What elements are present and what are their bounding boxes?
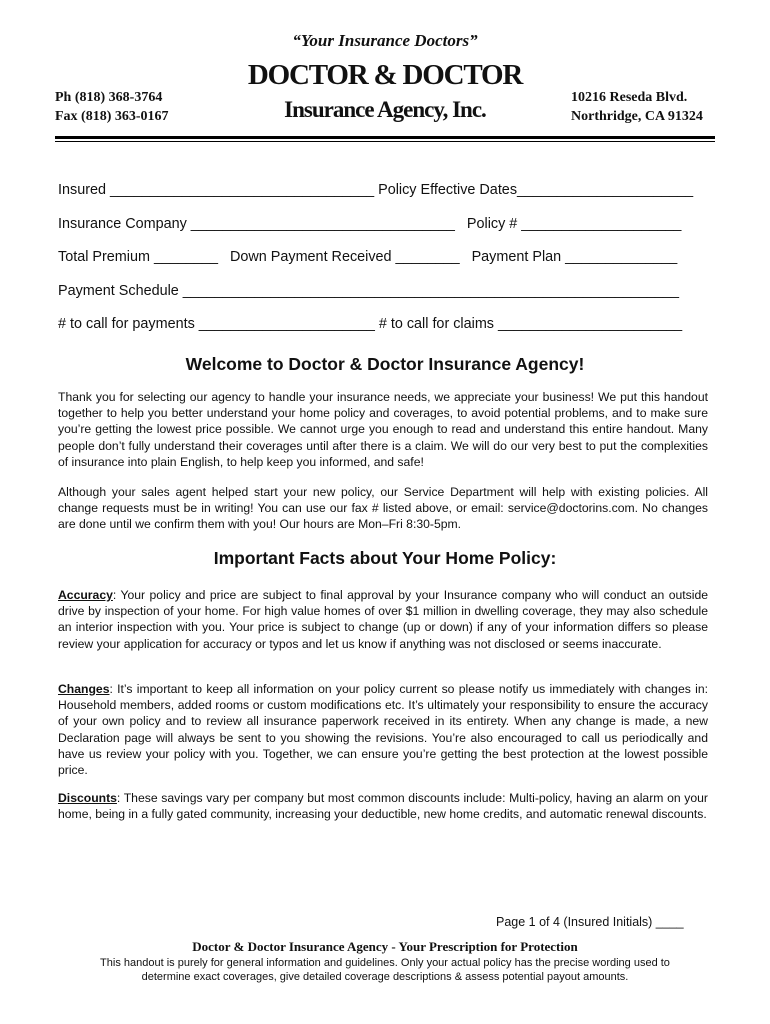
form-line-company[interactable]: Insurance Company _________________________________ Policy # ____________________ — [58, 216, 682, 232]
discounts-label: Discounts — [58, 791, 117, 805]
form-line-premium[interactable]: Total Premium ________ Down Payment Received ________ Payment Plan ______________ — [58, 249, 678, 265]
service-paragraph: Although your sales agent helped start your new policy, our Service Department will help with existing policies. All change requests must be in writing! You can use our fax # listed above, or email: service@doctorins.com. No changes are done until we confirm them with you! Our hours are Mon–Fri 8:30-5pm. — [58, 485, 708, 532]
agency-name: DOCTOR & DOCTOR — [247, 59, 523, 91]
welcome-heading: Welcome to Doctor & Doctor Insurance Agency! — [185, 354, 585, 374]
discounts-text: : These savings vary per company but most common discounts include: Multi-policy, having an alarm on your home, being in a fully gated community, increasing your deductible, new home credits, and automatic renewal discounts. — [58, 791, 708, 822]
form-line-schedule[interactable]: Payment Schedule ______________________________________________________________ — [58, 283, 680, 299]
changes-paragraph — [58, 681, 708, 778]
form-line-phone-numbers[interactable]: # to call for payments ______________________ # to call for claims _______________________ — [58, 316, 683, 332]
agency-subtitle: Insurance Agency, Inc. — [284, 97, 486, 122]
fax-number: Fax (818) 363-0167 — [55, 109, 169, 124]
welcome-paragraph: Thank you for selecting our agency to handle your insurance needs, we appreciate your business! We put this handout together to help you better understand your home policy and coverages, to avoid potential problems, and to make sure you’re getting the lowest price possible. We cannot urge you enough to read and understand this entire handout. Many people don’t fully understand their coverages until after there is a claim. We will do our very best to put the complexities of insurance into plain English, to help keep you informed, and safe! — [58, 390, 708, 469]
changes-label: Changes — [58, 682, 110, 696]
accuracy-label: Accuracy — [58, 588, 113, 602]
facts-heading: Important Facts about Your Home Policy: — [213, 548, 557, 568]
header-divider-thin — [55, 141, 715, 142]
page-number-initials[interactable]: Page 1 of 4 (Insured Initials) ____ — [496, 915, 684, 929]
address-city: Northridge, CA 91324 — [571, 109, 703, 124]
discounts-paragraph — [58, 790, 708, 822]
changes-text: : It’s important to keep all information on your policy current so please notify us immediately with changes in: Household members, added rooms or custom modifications etc. It’s ultimately your responsibility to ensure the accuracy of your own policy and to review all insurance paperwork received in its entirety. When any change is made, a new Declaration page will always be sent to you showing the revisions. You’re also encouraged to call us periodically and have us review your policy with you. Together, we can ensure you’re getting the best protection at the lowest possible price. — [58, 682, 708, 778]
header-divider-thick — [55, 136, 715, 139]
footer-title: Doctor & Doctor Insurance Agency - Your Prescription for Protection — [192, 939, 578, 954]
form-line-insured[interactable]: Insured _________________________________ Policy Effective Dates______________________ — [58, 182, 694, 198]
footer-disclaimer: This handout is purely for general information and guidelines. Only your actual policy has the precise wording used to determine exact coverages, give detailed coverage descriptions & assess potential payout amounts. — [100, 957, 670, 983]
agency-tagline: “Your Insurance Doctors” — [292, 31, 478, 50]
accuracy-paragraph — [58, 587, 708, 652]
contact-numbers — [55, 88, 169, 126]
address-street: 10216 Reseda Blvd. — [571, 90, 688, 105]
phone-number: Ph (818) 368-3764 — [55, 90, 163, 105]
accuracy-text: : Your policy and price are subject to final approval by your Insurance company who will conduct an outside drive by inspection of your home. For high value homes of over $1 million in dwelling coverage, they may also schedule an interior inspection with you. Your price is subject to change (up or down) if any of your information differs so please review your application for accuracy or typos and let us know if anything was not disclosed or seems inaccurate. — [58, 588, 708, 651]
agency-address — [571, 88, 703, 126]
